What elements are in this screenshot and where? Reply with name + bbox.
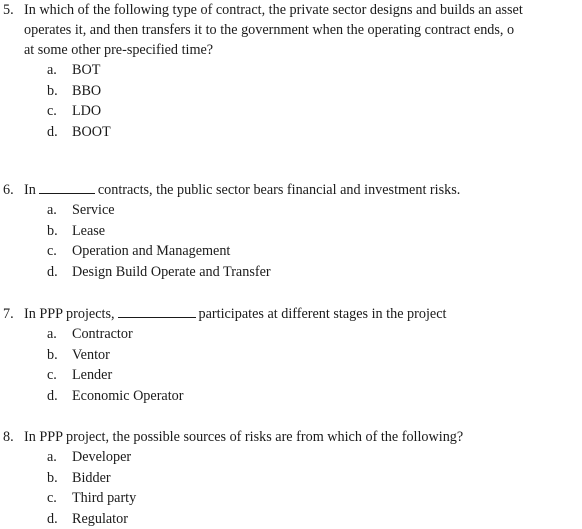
option-text: BOOT [72,123,111,140]
option-d [0,262,582,283]
question-stem [0,427,582,447]
option-letter: a. [47,449,57,465]
option-letter: d. [47,387,58,404]
options-list [0,447,582,529]
option-a [0,200,582,221]
question-stem [0,180,582,200]
option-letter: b. [47,82,58,99]
option-letter: b. [47,346,58,363]
option-a [0,60,582,81]
option-letter: d. [47,263,58,280]
option-letter: d. [47,510,58,527]
question-stem [0,0,582,60]
question-number: 8. [3,429,14,445]
option-text: Operation and Management [72,243,231,259]
stem-text-after-blank: participates at different stages in the project [198,306,447,322]
option-c [0,241,582,262]
question-8 [0,427,582,529]
option-b [0,221,582,242]
question-number: 7. [3,306,14,322]
answer-blank [118,305,196,318]
answer-blank [39,181,95,194]
option-b [0,345,582,366]
stem-text-before-blank: In PPP projects, [24,306,115,322]
stem-line-2: operates it, and then transfers it to the government when the operating contract ends, o [24,22,515,38]
option-text: Ventor [72,346,110,363]
option-letter: b. [47,469,58,486]
option-c [0,488,582,509]
option-text: Contractor [72,326,133,342]
option-text: Service [72,202,115,218]
option-letter: a. [47,326,57,342]
option-text: BOT [72,62,101,78]
stem-line-3: at some other pre-specified time? [24,42,214,58]
option-letter: a. [47,62,57,78]
option-a [0,447,582,468]
stem-text-before-blank: In [24,182,36,198]
options-list [0,60,582,142]
option-letter: b. [47,222,58,239]
option-text: Lender [72,367,113,383]
option-letter: c. [47,490,57,506]
question-number: 6. [3,182,14,198]
options-list [0,200,582,282]
option-letter: c. [47,103,57,119]
option-text: Lease [72,222,106,239]
option-d [0,386,582,407]
option-b [0,81,582,102]
option-text: Bidder [72,469,111,486]
question-6 [0,180,582,282]
option-text: LDO [72,103,102,119]
stem-text: In PPP project, the possible sources of risks are from which of the following? [24,429,464,445]
option-text: Economic Operator [72,387,184,404]
question-number: 5. [3,2,14,18]
stem-text-after-blank: contracts, the public sector bears financial and investment risks. [97,182,461,198]
option-d [0,122,582,143]
option-letter: c. [47,243,57,259]
option-text: Third party [72,490,137,506]
option-text: Regulator [72,510,128,527]
stem-line-1: In which of the following type of contract, the private sector designs and builds an asset [24,2,523,18]
option-text: Developer [72,449,132,465]
option-letter: c. [47,367,57,383]
option-b [0,468,582,489]
option-letter: a. [47,202,57,218]
option-text: BBO [72,82,102,99]
option-letter: d. [47,123,58,140]
option-text: Design Build Operate and Transfer [72,263,271,280]
options-list [0,324,582,406]
question-7 [0,304,582,406]
option-a [0,324,582,345]
question-5 [0,0,582,142]
option-c [0,101,582,122]
option-d [0,509,582,529]
option-c [0,365,582,386]
question-stem [0,304,582,324]
